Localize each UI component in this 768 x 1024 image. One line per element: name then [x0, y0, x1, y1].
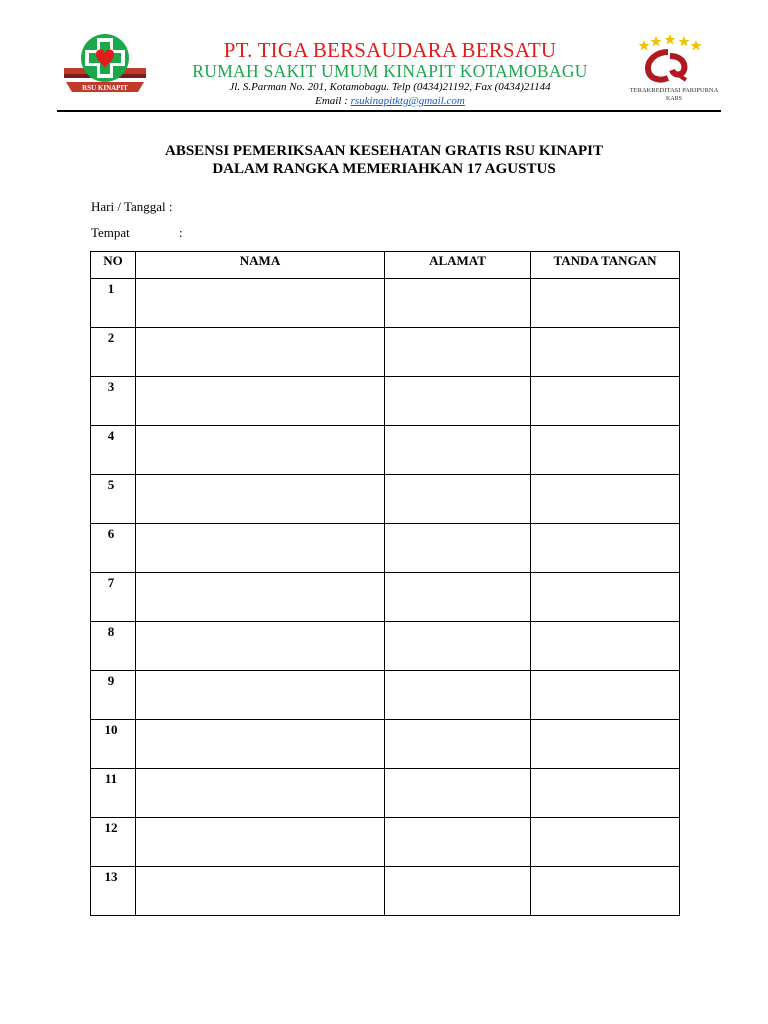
- table-row: [91, 671, 680, 720]
- table-row: [91, 818, 680, 867]
- name-cell[interactable]: [136, 720, 385, 769]
- date-field-label: Hari / Tanggal :: [91, 199, 173, 214]
- name-cell[interactable]: [136, 328, 385, 377]
- table-row: [91, 867, 680, 916]
- table-row: [91, 720, 680, 769]
- row-number: 13: [91, 867, 136, 916]
- address-cell[interactable]: [385, 328, 531, 377]
- document-title-line2: DALAM RANGKA MEMERIAHKAN 17 AGUSTUS: [212, 161, 556, 177]
- company-name: PT. TIGA BERSAUDARA BERSATU: [223, 38, 557, 62]
- logo-left-caption: RSU KINAPIT: [82, 84, 128, 92]
- address-cell[interactable]: [385, 377, 531, 426]
- name-cell[interactable]: [136, 524, 385, 573]
- table-row: [91, 279, 680, 328]
- hospital-name: RUMAH SAKIT UMUM KINAPIT KOTAMOBAGU: [192, 61, 588, 81]
- place-field-label: Tempat: [91, 225, 130, 240]
- name-cell[interactable]: [136, 377, 385, 426]
- document-title-line1: ABSENSI PEMERIKSAAN KESEHATAN GRATIS RSU KINAPIT: [164, 143, 603, 159]
- table-row: [91, 426, 680, 475]
- letterhead: [0, 0, 768, 115]
- address-cell[interactable]: [385, 279, 531, 328]
- name-cell[interactable]: [136, 671, 385, 720]
- address-cell[interactable]: [385, 475, 531, 524]
- address-cell[interactable]: [385, 671, 531, 720]
- row-number: 1: [91, 279, 136, 328]
- signature-cell[interactable]: [531, 377, 680, 426]
- place-field: [91, 225, 183, 241]
- row-number: 2: [91, 328, 136, 377]
- address-cell[interactable]: [385, 622, 531, 671]
- address-cell[interactable]: [385, 426, 531, 475]
- signature-cell[interactable]: [531, 573, 680, 622]
- signature-cell[interactable]: [531, 622, 680, 671]
- column-header-address: ALAMAT: [385, 252, 531, 279]
- email-line: [150, 95, 630, 107]
- signature-cell[interactable]: [531, 818, 680, 867]
- row-number: 6: [91, 524, 136, 573]
- row-number: 3: [91, 377, 136, 426]
- table-header-row: [91, 252, 680, 279]
- row-number: 8: [91, 622, 136, 671]
- signature-cell[interactable]: [531, 720, 680, 769]
- address-cell[interactable]: [385, 573, 531, 622]
- email-label: Email :: [315, 95, 351, 107]
- row-number: 9: [91, 671, 136, 720]
- column-header-signature: TANDA TANGAN: [531, 252, 680, 279]
- row-number: 7: [91, 573, 136, 622]
- table-row: [91, 475, 680, 524]
- signature-cell[interactable]: [531, 769, 680, 818]
- row-number: 5: [91, 475, 136, 524]
- name-cell[interactable]: [136, 769, 385, 818]
- hospital-address: Jl. S.Parman No. 201, Kotamobagu. Telp (0434)21192, Fax (0434)21144: [229, 81, 551, 93]
- logo-right-caption: TERAKREDITASI PARIPURNA: [629, 87, 719, 94]
- signature-cell[interactable]: [531, 524, 680, 573]
- signature-cell[interactable]: [531, 279, 680, 328]
- name-cell[interactable]: [136, 573, 385, 622]
- place-field-separator: :: [179, 225, 183, 240]
- name-cell[interactable]: [136, 426, 385, 475]
- email-link[interactable]: rsukinapitktg@gmail.com: [350, 95, 465, 107]
- address-cell[interactable]: [385, 720, 531, 769]
- column-header-name: NAMA: [136, 252, 385, 279]
- signature-cell[interactable]: [531, 671, 680, 720]
- header-divider: [57, 110, 721, 112]
- attendance-table: [90, 251, 680, 916]
- table-row: [91, 622, 680, 671]
- logo-right-subcaption: KARS: [665, 96, 683, 102]
- accreditation-logo: [618, 34, 730, 104]
- row-number: 10: [91, 720, 136, 769]
- address-cell[interactable]: [385, 818, 531, 867]
- column-header-no: NO: [91, 252, 136, 279]
- address-cell[interactable]: [385, 524, 531, 573]
- name-cell[interactable]: [136, 475, 385, 524]
- hospital-logo: [60, 30, 150, 102]
- name-cell[interactable]: [136, 867, 385, 916]
- row-number: 11: [91, 769, 136, 818]
- name-cell[interactable]: [136, 622, 385, 671]
- table-row: [91, 769, 680, 818]
- row-number: 12: [91, 818, 136, 867]
- table-row: [91, 524, 680, 573]
- signature-cell[interactable]: [531, 475, 680, 524]
- table-row: [91, 328, 680, 377]
- signature-cell[interactable]: [531, 426, 680, 475]
- signature-cell[interactable]: [531, 328, 680, 377]
- address-cell[interactable]: [385, 867, 531, 916]
- signature-cell[interactable]: [531, 867, 680, 916]
- name-cell[interactable]: [136, 818, 385, 867]
- row-number: 4: [91, 426, 136, 475]
- table-row: [91, 573, 680, 622]
- table-row: [91, 377, 680, 426]
- name-cell[interactable]: [136, 279, 385, 328]
- address-cell[interactable]: [385, 769, 531, 818]
